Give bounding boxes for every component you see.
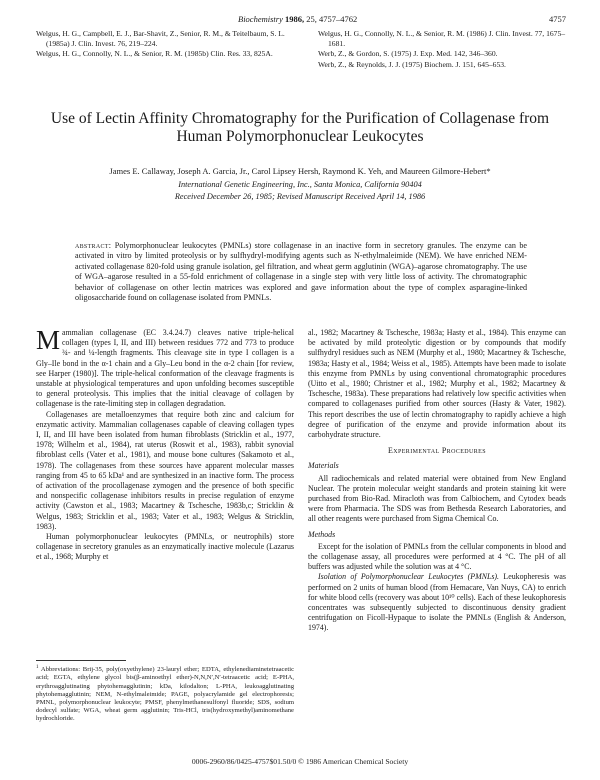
abstract-text: Polymorphonuclear leukocytes (PMNLs) store collagenase in an inactive form in secretory granules. The enzyme can be activated in vitro by limited proteolysis or by sulfhydryl-modifying agents such as N-ethylmaleimide (NEM). We have enriched NEM-activated collagenase 820-fold using granule isolation, gel filtration, and wheat germ agglutinin (WGA)–agarose chromatography. The use of WGA–agarose resulted in a 55-fold enrichment of collagenase in a single step with very little loss of activity. The chromatographic behavior of collagenase on other lectin matrices was explored and gave information about the type of complex asparagine-linked oligosaccharide found on collagenase isolated from PMNLs.	[75, 241, 528, 303]
references-left-column	[36, 29, 294, 60]
body-paragraph: All radiochemicals and related material were obtained from New England Nuclear. The protein molecular weight standards and protein staining kit were purchased from Bio-Rad. Miracloth was from Calbiochem, and Cytodex beads were from Pharmacia. The SDS was from Bethesda Research Laboratories, and all other reagents were purchased from Sigma Chemical Co.	[308, 473, 566, 524]
reference-item: Welgus, H. G., Campbell, E. J., Bar-Shavit, Z., Senior, R. M., & Teitelbaum, S. L. (1985a) J. Clin. Invest. 76, 219–224.	[36, 29, 285, 48]
footnote-marker: 1	[36, 665, 39, 670]
article-title	[40, 110, 560, 146]
journal-year: 1986,	[284, 14, 305, 24]
subsection-heading: Methods	[308, 529, 336, 539]
reference-item: Werb, Z., & Gordon, S. (1975) J. Exp. Med. 142, 346–360.	[318, 49, 498, 59]
body-paragraph: Collagenases are metalloenzymes that require both zinc and calcium for enzymatic activity. Mammalian collagenases capable of cleaving collagen types I, II, and III have been isolated from human fibroblasts (Stricklin et al., 1977, 1978; Wilhelm et al., 1984), rat uterus (Roswit et al., 1983), rabbit synovial fibroblast cells (Vater et al., 1981), and mouse bone cultures (Sakamoto et al., 1978). The collagenases from these sources have apparent molecular masses ranging from 45 to 65 kDa¹ and are synthesized in an inactive form. The process of activation of the procollagenase zymogen and the presence of both specific and nonspecific collagenase inhibitors results in precise regulation of enzyme activity (Cawston et al., 1983; Macartney & Tschesche, 1983b,c; Stricklin & Welgus, 1983; Stricklin et al., 1983; Vater et al., 1983; Welgus & Stricklin, 1983).	[36, 409, 294, 531]
reference-item: Welgus, H. G., Connolly, N. L., & Senior, R. M. (1985b) Clin. Res. 33, 825A.	[36, 49, 273, 59]
body-paragraph: al., 1982; Macartney & Tschesche, 1983a; Hasty et al., 1984). This enzyme can be activated by mild proteolytic digestion or by compounds that modify sulfhydryl residues such as NEM (Murphy et al., 1980; Macartney & Tschesche, 1983a; Hasty et al., 1984; Weiss et al., 1985). Attempts have been made to isolate this enzyme from PMNLs by using conventional chromatographic procedures (Uitto et al., 1980; Christner et al., 1982; Murphy et al., 1982; Macartney & Tschesche, 1983a). These preparations had relatively low specific activities when compared to collagenases purified from other sources (Hasty & Vater, 1982). This report describes the use of lectin chromatography to rapidly achieve a high degree of purification of the enzyme and provide information about its carbohydrate structure.	[308, 328, 566, 440]
references-right-column	[318, 29, 576, 70]
affiliation: International Genetic Engineering, Inc., Santa Monica, California 90404	[178, 180, 422, 189]
reference-item: Werb, Z., & Reynolds, J. J. (1975) Biochem. J. 151, 645–653.	[318, 59, 506, 69]
copyright-line: 0006-2960/86/0425-4757$01.50/0 © 1986 American Chemical Society	[191, 757, 409, 766]
title-line: Human Polymorphonuclear Leukocytes	[176, 128, 424, 145]
drop-cap: M	[36, 325, 61, 355]
body-left-column	[36, 325, 294, 563]
footnote-rule	[36, 660, 126, 661]
abstract-label: abstract:	[75, 241, 112, 250]
body-paragraph: Isolation of Polymorphonuclear Leukocytes (PMNLs). Leukopheresis was performed on 2 units of human blood (from Hemacare, Van Nuys, CA) to enrich for white blood cells (recovery was about 10¹⁰ cells). Each of these leukophoresis concentrates was subsequently subjected to discontinuous density gradient centrifugation on Ficoll-Hypaque to isolate the PMNLs (English & Anderson, 1974).	[308, 572, 566, 633]
journal-name: Biochemistry	[238, 14, 283, 24]
inline-heading: Isolation of Polymorphonuclear Leukocytes (PMNLs).	[318, 572, 500, 582]
intro-paragraph: Mammalian collagenase (EC 3.4.24.7) cleaves native triple-helical collagen (types I, II, and III) between residues 772 and 773 to produce ¾- and ¼-length fragments. This cleavage site in type I collagen is a Gly–Ile bond in the α-1 chain and a Gly–Leu bond in the α-2 chain [for review, see Harper (1980)]. The triple-helical conformation of the cleavage fragments is unstable at physiological temperatures and upon unfolding becomes susceptible to general proteolysis. This implies that the initial cleavage of collagen by collagenase is the rate-limiting step in collagen degradation.	[36, 325, 294, 409]
subsection-heading: Materials	[308, 461, 339, 471]
section-heading: Experimental Procedures	[388, 446, 486, 456]
page-number: 4757	[549, 14, 566, 24]
journal-citation	[238, 14, 357, 24]
footnote-text: Abbreviations: Brij-35, poly(oxyethylene) 23-lauryl ether; EDTA, ethylenediaminetetraacetic acid; EGTA, ethylene glycol bis(β-aminoethyl ether)-N,N,N′,N′-tetraacetic acid; E-PHA, erythroagglutinating phytohemagglutinin; kDa, kilodalton; L-PHA, leukoagglutinating phytohemagglutinin; NEM, N-ethylmaleimide; PAGE, polyacrylamide gel electrophoresis; PMNL, polymorphonuclear leukocyte; PMSF, phenylmethanesulfonyl fluoride; SDS, sodium dodecyl sulfate; WGA, wheat germ agglutinin; Tris-HCl, tris(hydroxymethyl)aminomethane hydrochloride.	[36, 666, 294, 723]
body-right-column	[308, 328, 566, 634]
received-dates: Received December 26, 1985; Revised Manuscript Received April 14, 1986	[174, 192, 426, 201]
body-paragraph: Human polymorphonuclear leukocytes (PMNLs, or neutrophils) store collagenase in secretory granules as an enzymatically inactive molecule (Lazarus et al., 1968; Murphy et	[36, 532, 294, 562]
title-line: Use of Lectin Affinity Chromatography for the Purification of Collagenase from	[50, 110, 550, 127]
author-list: James E. Callaway, Joseph A. Garcia, Jr., Carol Lipsey Hersh, Raymond K. Yeh, and Maureen Gilmore-Hebert*	[109, 166, 491, 176]
abstract	[75, 241, 527, 303]
footnote	[36, 664, 294, 724]
journal-pages: 25, 4757–4762	[306, 14, 358, 24]
body-paragraph: Except for the isolation of PMNLs from the cellular components in blood and the collagenase assay, all procedures were performed at 4 °C. The pH of all buffers was adjusted while the solution was at 4 °C.	[308, 541, 566, 572]
reference-item: Welgus, H. G., Connolly, N. L., & Senior, R. M. (1986) J. Clin. Invest. 77, 1675–1681.	[318, 29, 566, 48]
